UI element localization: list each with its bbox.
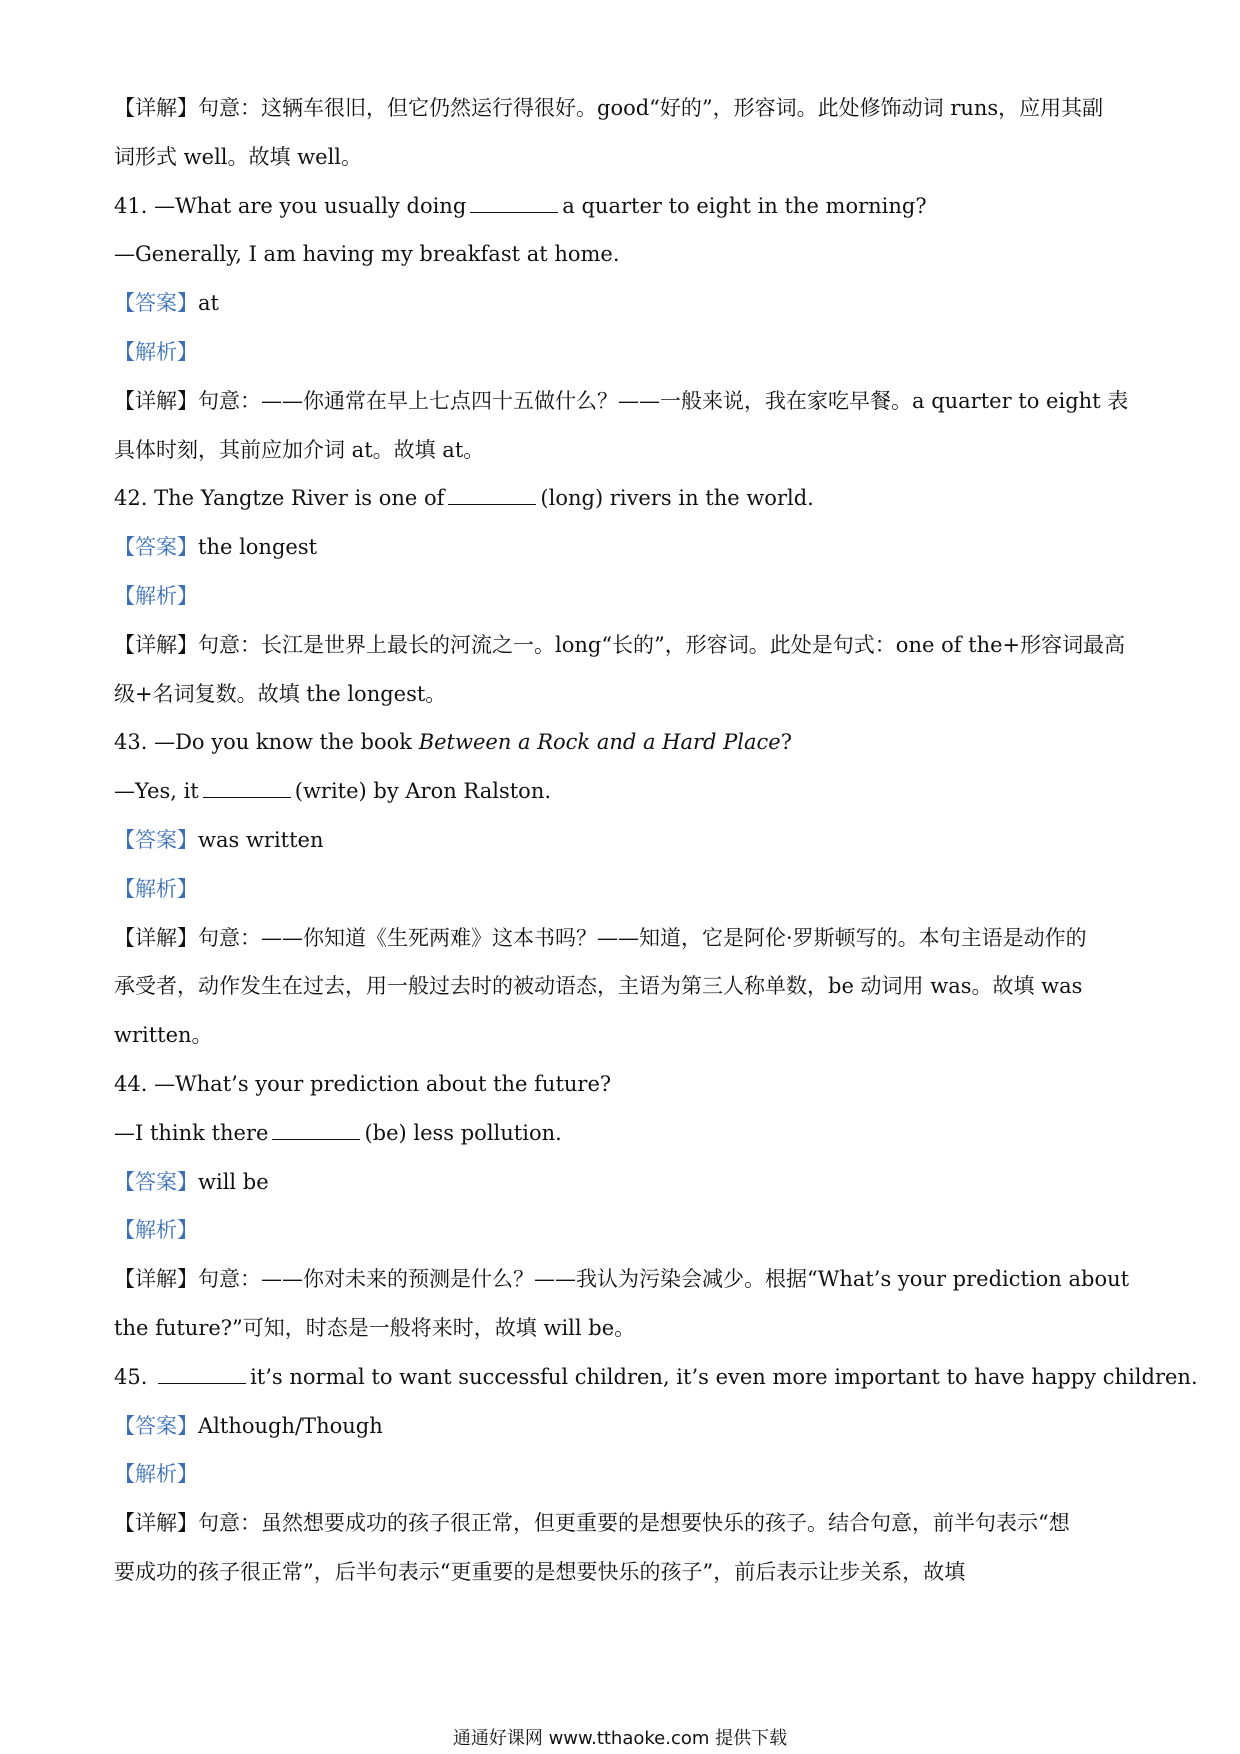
explanation-line: 承受者，动作发生在过去，用一般过去时的被动语态，主语为第三人称单数，be 动词用 was。故填 was [114, 974, 1083, 999]
explanation-line: 【详解】句意：——你通常在早上七点四十五做什么？——一般来说，我在家吃早餐。a quarter to eight 表 [114, 388, 1129, 413]
answer-tag: 【答案】 [114, 1169, 198, 1194]
question-42: 42. The Yangtze River is one of (long) rivers in the world. [114, 486, 814, 511]
question-43: 43. —Do you know the book Between a Rock and a Hard Place? [114, 730, 792, 755]
analysis-tag: 【解析】 [114, 583, 198, 608]
answer-45 [114, 1414, 1134, 1438]
answer-41 [114, 291, 1134, 315]
analysis-tag: 【解析】 [114, 339, 198, 364]
question-line: —Generally, I am having my breakfast at home. [114, 242, 620, 267]
page-footer: 通通好课网 www.tthaoke.com 提供下载 [452, 1728, 788, 1749]
answer-text: Although/Though [198, 1413, 383, 1438]
explanation-line: 【详解】句意：虽然想要成功的孩子很正常，但更重要的是想要快乐的孩子。结合句意，前半句表示“想 [114, 1511, 1070, 1536]
question-45: 45. it’s normal to want successful children, it’s even more important to have happy children. [114, 1364, 1198, 1389]
explanation-line: 【详解】句意：——你对未来的预测是什么？——我认为污染会减少。根据“What’s your prediction about [114, 1267, 1130, 1292]
answer-blank [448, 486, 536, 505]
answer-tag: 【答案】 [114, 827, 198, 852]
answer-tag: 【答案】 [114, 535, 198, 560]
analysis-tag: 【解析】 [114, 1218, 198, 1243]
explanation-line: 【详解】句意：长江是世界上最长的河流之一。long“长的”，形容词。此处是句式：one of the+形容词最高 [114, 632, 1126, 657]
answer-text: was written [198, 827, 324, 852]
explanation-line: 具体时刻，其前应加介词 at。故填 at。 [114, 437, 485, 462]
explanation-line: 要成功的孩子很正常”，后半句表示“更重要的是想要快乐的孩子”，前后表示让步关系，故填 [114, 1559, 966, 1584]
explanation-line: the future?”可知，时态是一般将来时，故填 will be。 [114, 1315, 636, 1340]
question-41: 41. —What are you usually doing a quarter to eight in the morning? [114, 193, 927, 218]
answer-blank [158, 1365, 246, 1384]
answer-text: at [198, 291, 219, 316]
answer-tag: 【答案】 [114, 291, 198, 316]
explanation-line: written。 [114, 1023, 213, 1048]
question-line: —Yes, it (write) by Aron Ralston. [114, 779, 552, 804]
answer-blank [203, 779, 291, 798]
answer-text: the longest [198, 535, 318, 560]
explanation-line: 词形式 well。故填 well。 [114, 144, 363, 169]
analysis-tag: 【解析】 [114, 1462, 198, 1487]
document-body [114, 96, 1198, 1609]
answer-text: will be [198, 1169, 269, 1194]
answer-42 [114, 535, 1134, 559]
answer-blank [470, 194, 558, 213]
answer-tag: 【答案】 [114, 1413, 198, 1438]
question-44: 44. —What’s your prediction about the future? [114, 1071, 612, 1096]
answer-43 [114, 828, 1134, 852]
analysis-tag: 【解析】 [114, 876, 198, 901]
book-title: Between a Rock and a Hard Place [418, 730, 781, 755]
explanation-line: 【详解】句意：——你知道《生死两难》这本书吗？——知道，它是阿伦·罗斯顿写的。本句主语是动作的 [114, 925, 1087, 950]
answer-blank [272, 1121, 360, 1140]
explanation-line: 【详解】句意：这辆车很旧，但它仍然运行得很好。good“好的”，形容词。此处修饰动词 runs，应用其副 [114, 96, 1104, 120]
question-line: —I think there (be) less pollution. [114, 1120, 562, 1145]
answer-44 [114, 1170, 1134, 1194]
explanation-line: 级+名词复数。故填 the longest。 [114, 681, 447, 706]
